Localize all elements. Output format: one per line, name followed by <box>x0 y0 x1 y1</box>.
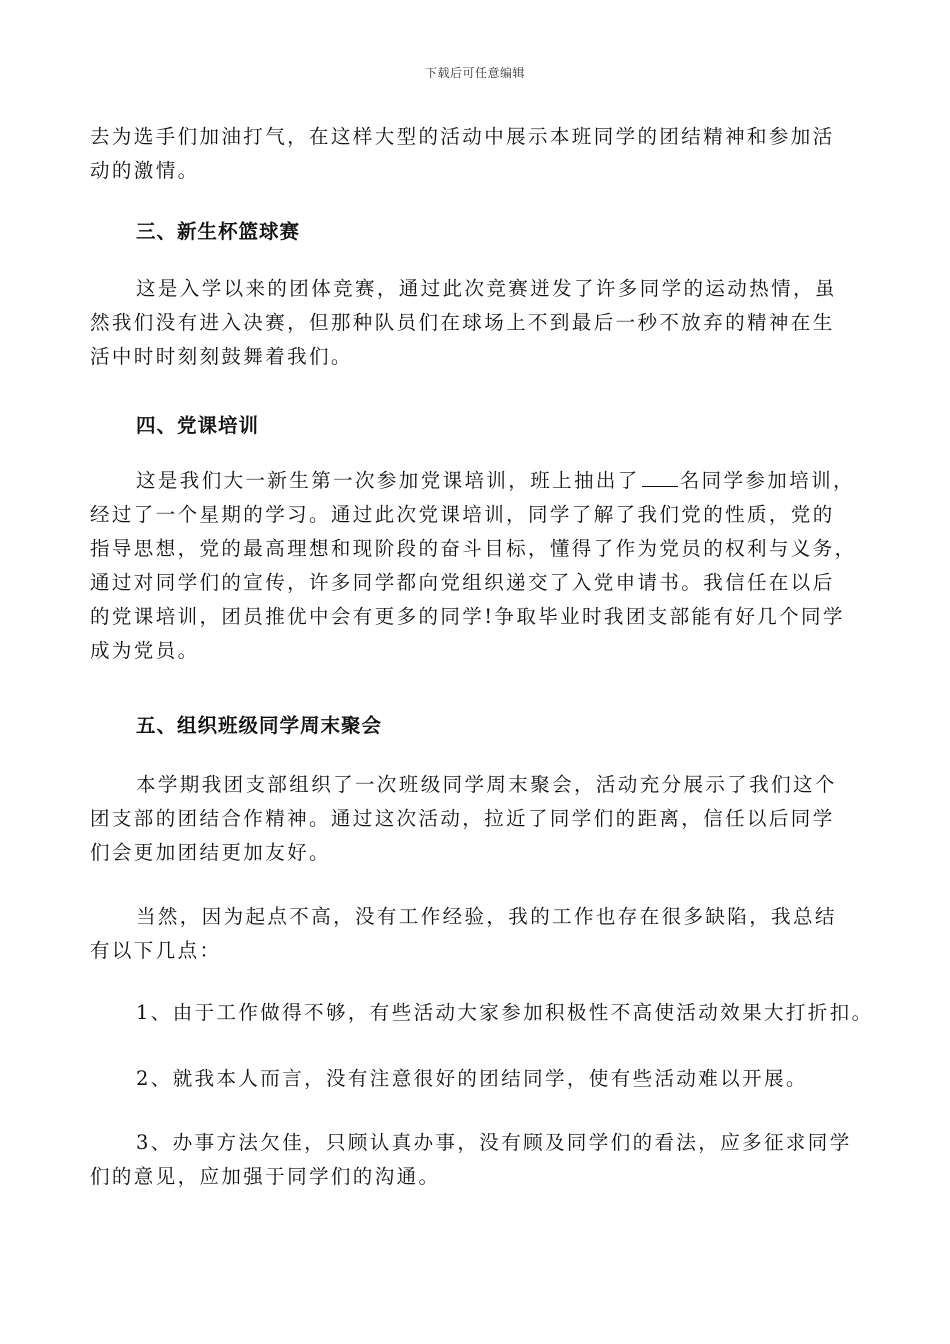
section-heading-5: 五、组织班级同学周末聚会 <box>136 714 383 737</box>
list-item <box>90 1126 852 1194</box>
text-fragment: 名同学参加培训， <box>679 469 855 492</box>
paragraph-basketball <box>90 272 837 374</box>
paragraph-summary <box>90 900 837 968</box>
text-line: 通过对同学们的宣传，许多同学都向党组织递交了入党申请书。我信任在以后 <box>90 571 835 594</box>
list-item <box>90 1062 808 1096</box>
section-heading-3: 三、新生杯篮球赛 <box>136 220 301 243</box>
text-line: 这是入学以来的团体竞赛，通过此次竞赛迸发了许多同学的运动热情，虽 <box>136 277 837 300</box>
text-line: 成为党员。 <box>90 639 200 662</box>
paragraph-intro <box>90 120 835 188</box>
text-line: 本学期我团支部组织了一次班级同学周末聚会，活动充分展示了我们这个 <box>136 773 837 796</box>
paragraph-party-course <box>90 464 857 668</box>
section-heading-4: 四、党课培训 <box>136 414 260 437</box>
paragraph-gathering <box>90 768 837 870</box>
list-item <box>90 996 874 1030</box>
text-line: 去为选手们加油打气，在这样大型的活动中展示本班同学的团结精神和参加活 <box>90 125 835 148</box>
text-line: 活中时时刻刻鼓舞着我们。 <box>90 345 353 368</box>
text-line: 1、由于工作做得不够，有些活动大家参加积极性不高使活动效果大打折扣。 <box>136 1001 874 1024</box>
text-line: 经过了一个星期的学习。通过此次党课培训，同学了解了我们党的性质，党的 <box>90 503 835 526</box>
text-line: 2、就我本人而言，没有注意很好的团结同学，使有些活动难以开展。 <box>136 1067 808 1090</box>
text-line: 有以下几点： <box>90 939 222 962</box>
text-line: 团支部的团结合作精神。通过这次活动，拉近了同学们的距离，信任以后同学 <box>90 807 835 830</box>
text-line: 指导思想，党的最高理想和现阶段的奋斗目标，懂得了作为党员的权利与义务， <box>90 537 857 560</box>
text-line: 3、办事方法欠佳，只顾认真办事，没有顾及同学们的看法，应多征求同学 <box>136 1131 852 1154</box>
text-line: 的党课培训，团员推优中会有更多的同学!争取毕业时我团支部能有好几个同学 <box>90 605 845 628</box>
text-line: 们会更加团结更加友好。 <box>90 841 331 864</box>
text-fragment: 这是我们大一新生第一次参加党课培训，班上抽出了 <box>136 469 640 492</box>
fill-blank <box>642 466 678 487</box>
text-line <box>90 464 857 498</box>
text-line: 然我们没有进入决赛，但那种队员们在球场上不到最后一秒不放弃的精神在生 <box>90 311 835 334</box>
text-line: 当然，因为起点不高，没有工作经验，我的工作也存在很多缺陷，我总结 <box>136 905 837 928</box>
text-line: 们的意见，应加强于同学们的沟通。 <box>90 1165 441 1188</box>
page-header: 下载后可任意编辑 <box>424 66 525 80</box>
text-line: 动的激情。 <box>90 159 200 182</box>
